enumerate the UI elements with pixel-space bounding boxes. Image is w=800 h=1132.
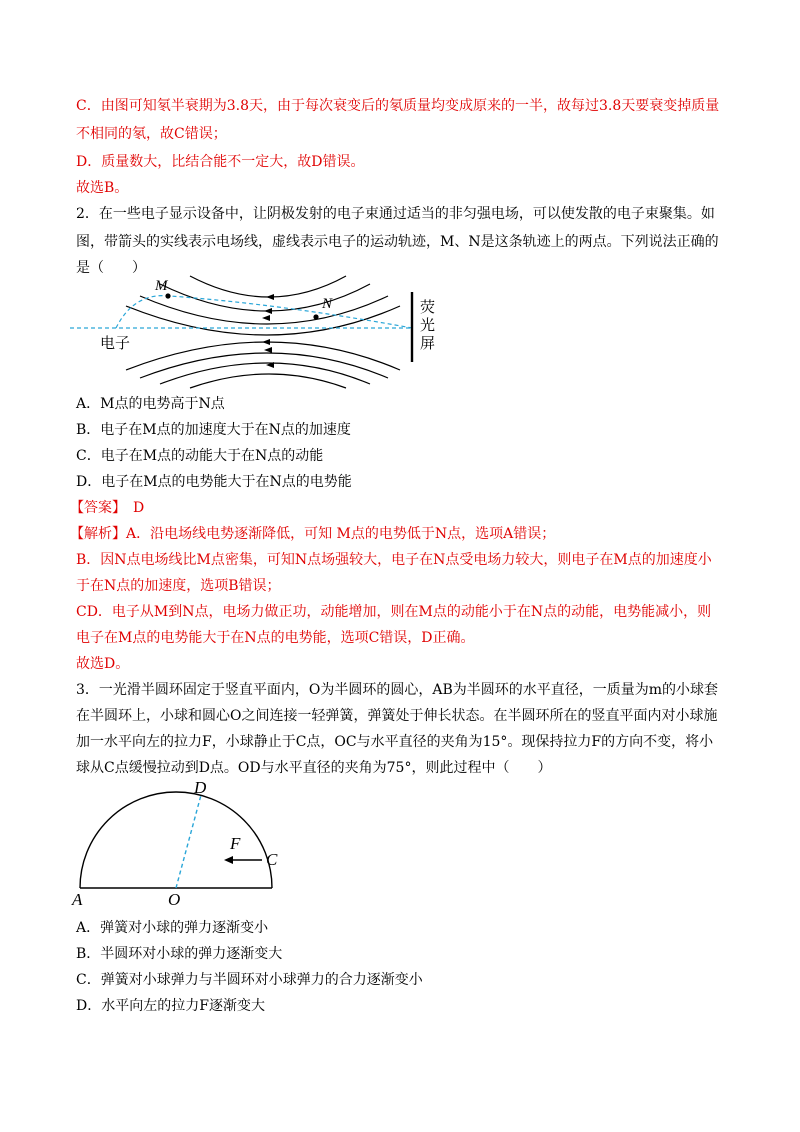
prev-option-d: D．质量数大，比结合能不一定大，故D错误。: [76, 154, 365, 170]
q3-stem-line4: 球从C点缓慢拉动到D点。OD与水平直径的夹角为75°，则此过程中（ ）: [76, 760, 552, 776]
q2-analysis-cd1: CD．电子从M到N点，电场力做正功，动能增加，则在M点的动能小于在N点的动能，电势能减小，则: [76, 604, 712, 620]
q2-answer: 【答案】 D: [70, 500, 145, 516]
q3-figure: [70, 776, 290, 911]
q3-option-c[interactable]: C．弹簧对小球弹力与半圆环对小球弹力的合力逐渐变小: [76, 972, 423, 988]
q2-analysis-b2: 于在N点的加速度，选项B错误；: [76, 578, 281, 594]
label-electron: 电子: [100, 334, 131, 352]
prev-option-c-line1: C．由图可知氡半衰期为3.8天，由于每次衰变后的氡质量均变成原来的一半，故每过3.8天要衰变掉质量: [76, 98, 720, 114]
q2-option-a[interactable]: A．M点的电势高于N点: [76, 396, 225, 412]
label-a: A: [72, 890, 83, 909]
q3-option-a[interactable]: A．弹簧对小球的弹力逐渐变小: [76, 920, 269, 936]
prev-conclusion: 故选B。: [76, 180, 129, 196]
prev-option-c-line2: 不相同的氡，故C错误；: [76, 126, 227, 142]
q2-analysis-a: 【解析】A．沿电场线电势逐渐降低，可知 M点的电势低于N点，选项A错误；: [70, 526, 556, 542]
q2-option-c[interactable]: C．电子在M点的动能大于在N点的动能: [76, 448, 324, 464]
label-m: M: [155, 278, 168, 294]
label-c: C: [266, 850, 278, 869]
label-n: N: [322, 296, 333, 312]
q3-option-d[interactable]: D．水平向左的拉力F逐渐变大: [76, 998, 265, 1014]
q2-stem-line1: 2．在一些电子显示设备中，让阴极发射的电子束通过适当的非匀强电场，可以使发散的电子束聚集。如: [76, 206, 715, 222]
q3-stem-line3: 加一水平向左的拉力F，小球静止于C点，OC与水平直径的夹角为15°。现保持拉力F的方向不变，将小: [76, 734, 714, 750]
label-o: O: [168, 890, 181, 909]
q2-conclusion: 故选D。: [76, 656, 130, 672]
q2-stem-line3: 是（ ）: [76, 260, 146, 276]
q2-option-b[interactable]: B．电子在M点的加速度大于在N点的加速度: [76, 422, 351, 438]
q3-option-b[interactable]: B．半圆环对小球的弹力逐渐变大: [76, 946, 283, 962]
point-n: [313, 314, 318, 319]
q2-option-d[interactable]: D．电子在M点的电势能大于在N点的电势能: [76, 474, 352, 490]
label-d: D: [194, 778, 207, 797]
q3-stem-line2: 在半圆环上，小球和圆心O之间连接一轻弹簧，弹簧处于伸长状态。在半圆环所在的竖直平面内对小球施: [76, 708, 718, 724]
q2-figure: [70, 270, 450, 390]
label-f: F: [230, 834, 241, 853]
label-screen: 荧 光 屏: [420, 298, 436, 352]
q3-stem-line1: 3．一光滑半圆环固定于竖直平面内，O为半圆环的圆心，AB为半圆环的水平直径，一质量为m的小球套: [76, 682, 719, 698]
q2-analysis-cd2: 电子在M点的电势能大于在N点的电势能，选项C错误，D正确。: [76, 630, 475, 646]
q2-analysis-b1: B．因N点电场线比M点密集，可知N点场强较大，电子在N点受电场力较大，则电子在M点的加速度小: [76, 552, 712, 568]
q2-stem-line2: 图，带箭头的实线表示电场线，虚线表示电子的运动轨迹，M、N是这条轨迹上的两点。下列说法正确的: [76, 234, 719, 250]
